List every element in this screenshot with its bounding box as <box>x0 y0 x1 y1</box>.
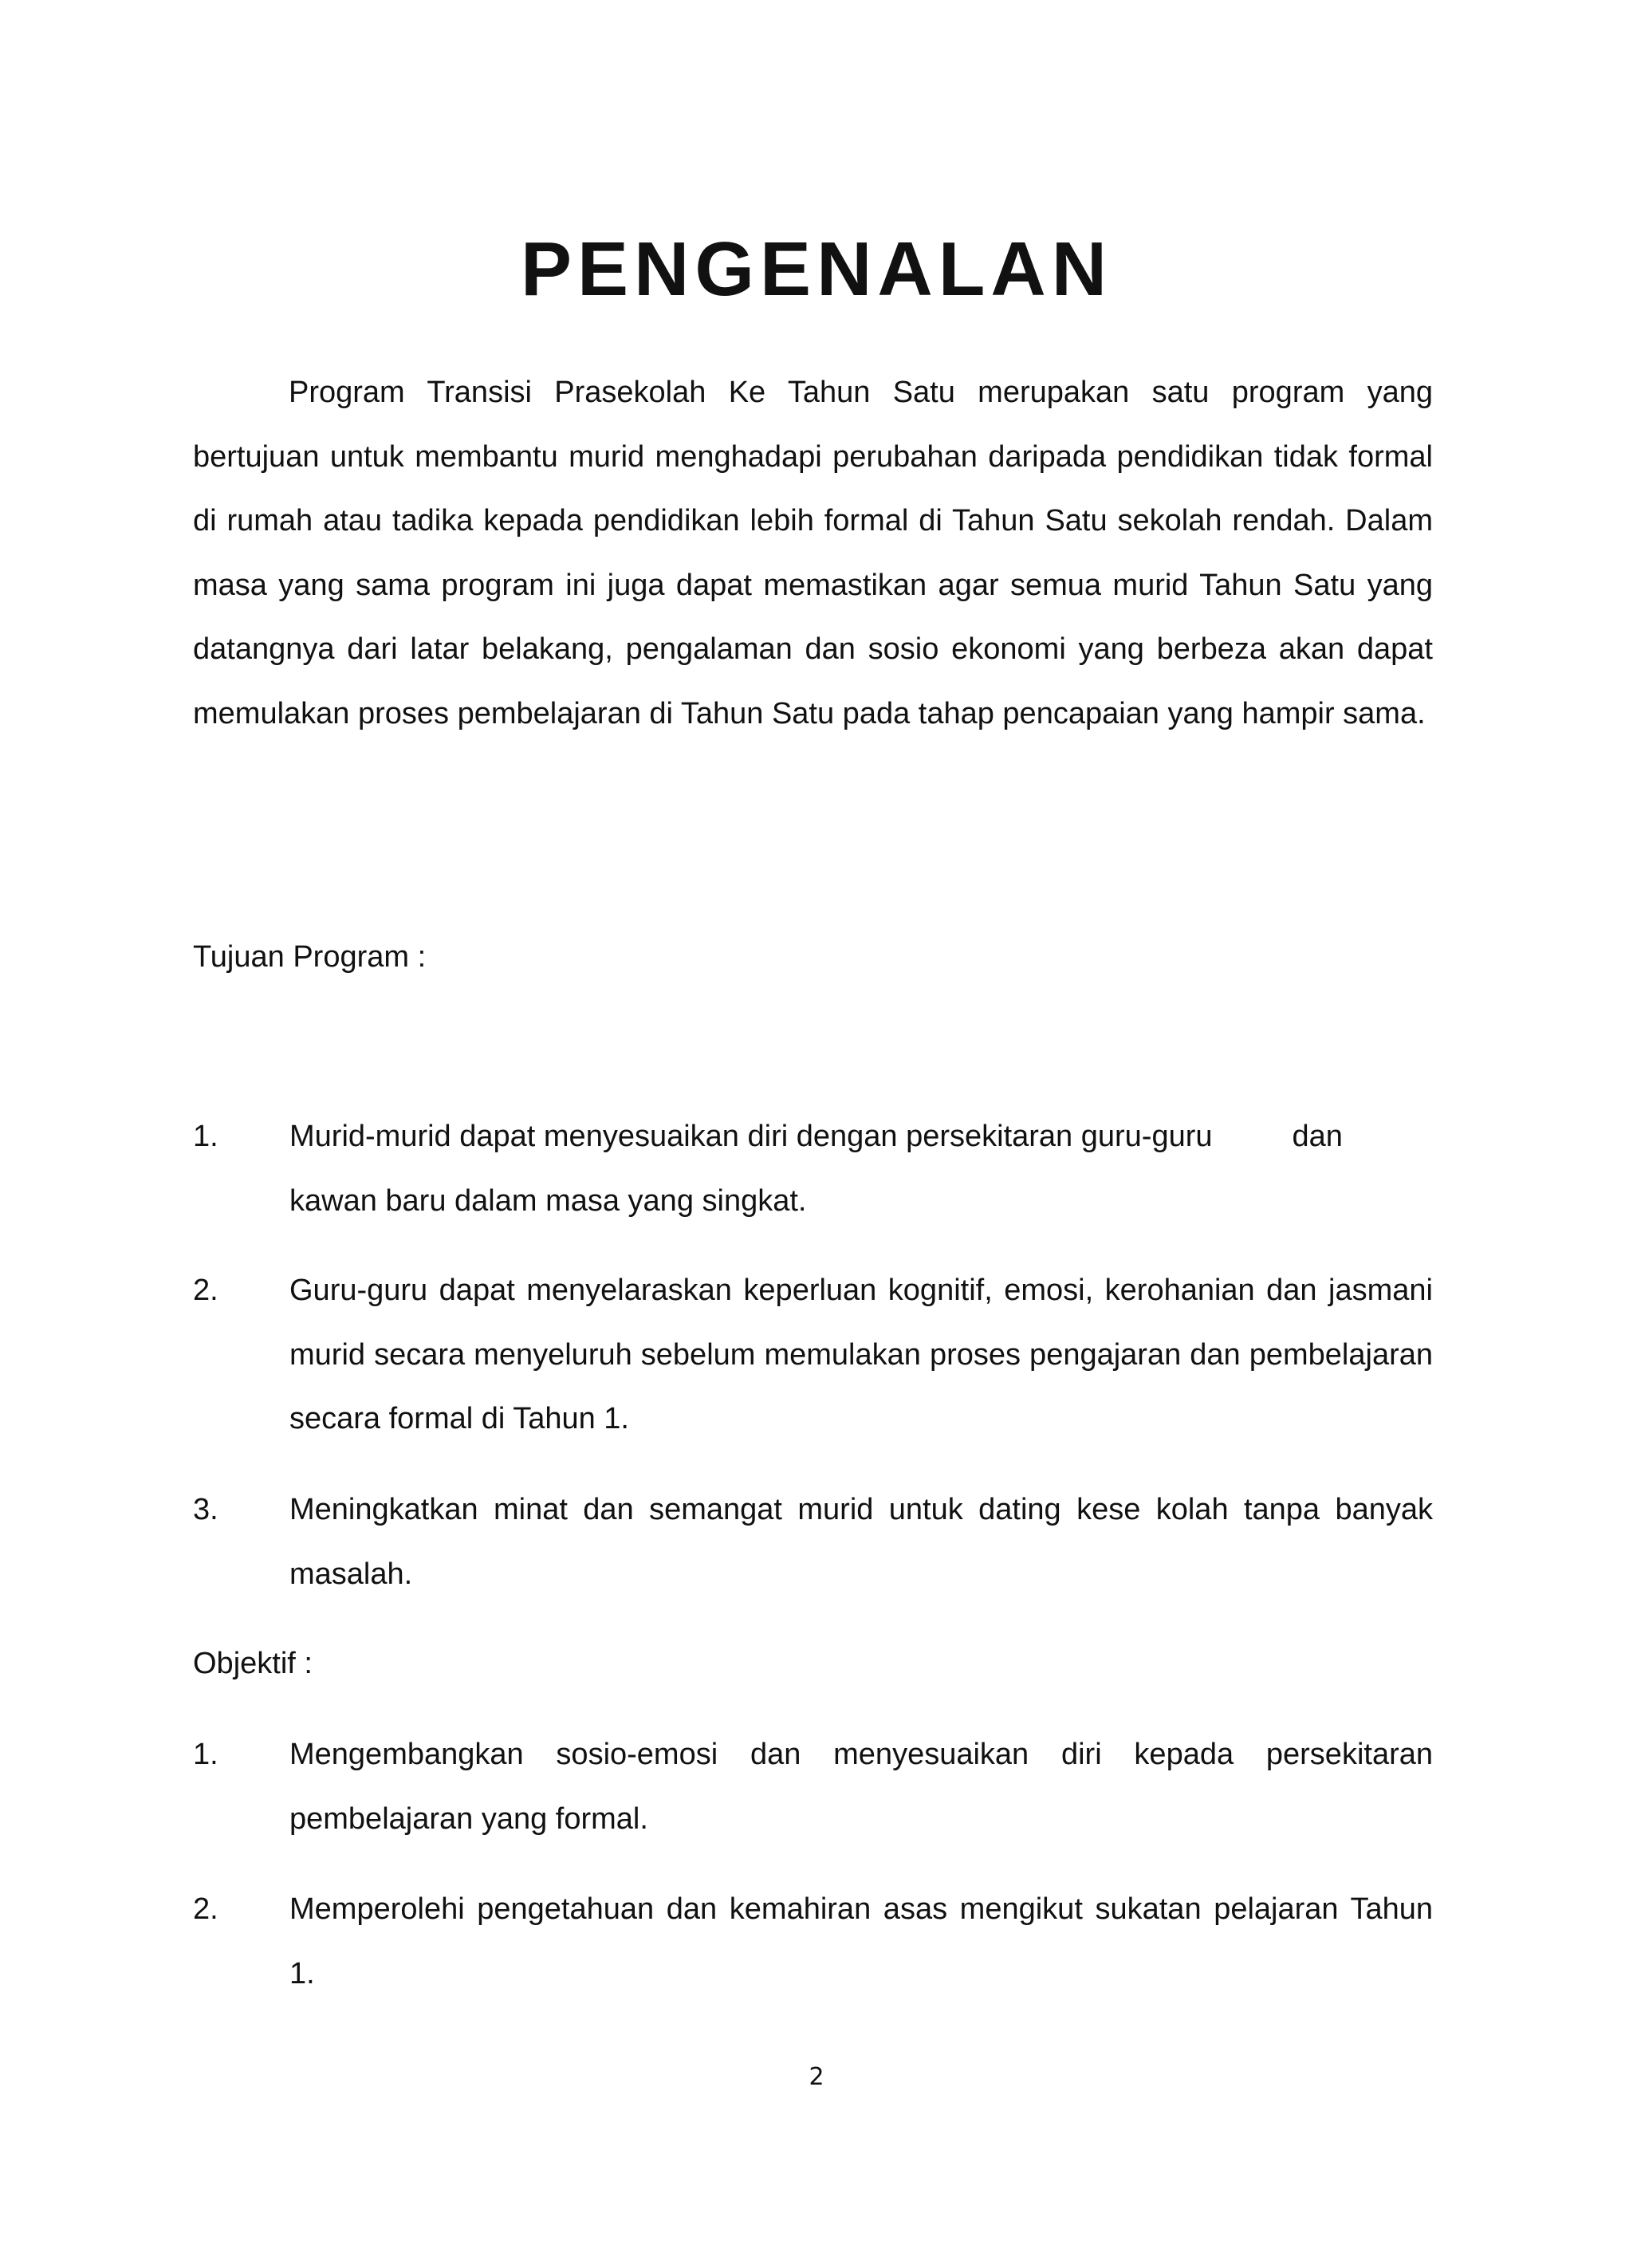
objektif-list-item-2 <box>193 1877 1433 2006</box>
list-item-text: Meningkatkan minat dan semangat murid untuk dating kese kolah tanpa banyak masalah. <box>289 1493 1433 1591</box>
list-item-number: 2. <box>193 1274 218 1307</box>
tujuan-list-item-3 <box>193 1478 1433 1606</box>
list-item-number: 3. <box>193 1493 218 1526</box>
list-item-text: Mengembangkan sosio-emosi dan menyesuaikan diri kepada persekitaran pembelajaran yang formal. <box>289 1738 1433 1836</box>
tujuan-heading: Tujuan Program : <box>193 940 427 974</box>
list-item-text-part: Murid-murid dapat menyesuaikan diri dengan persekitaran guru-guru <box>289 1120 1213 1153</box>
objektif-list-item-1 <box>193 1723 1433 1851</box>
objektif-heading: Objektif : <box>193 1647 313 1680</box>
tujuan-list-item-2 <box>193 1258 1433 1451</box>
list-item-number: 1. <box>193 1738 218 1771</box>
page-title: PENGENALAN <box>520 226 1113 312</box>
list-item-number: 2. <box>193 1892 218 1926</box>
list-item-text <box>289 1104 1433 1233</box>
list-item-text: Memperolehi pengetahuan dan kemahiran asas mengikut sukatan pelajaran Tahun 1. <box>289 1892 1433 1990</box>
list-item-text-part: kawan baru dalam masa yang singkat. <box>289 1183 807 1218</box>
list-item-text: Guru-guru dapat menyelaraskan keperluan kognitif, emosi, kerohanian dan jasmani murid secara menyeluruh sebelum memulakan proses pengajaran dan pembelajaran secara formal di Tahun 1. <box>289 1274 1433 1435</box>
intro-paragraph: Program Transisi Prasekolah Ke Tahun Satu merupakan satu program yang bertujuan untuk membantu murid menghadapi perubahan daripada pendidikan tidak formal di rumah atau tadika kepada pendidikan lebih formal di Tahun Satu sekolah rendah. Dalam masa yang sama program ini juga dapat memastikan agar semua murid Tahun Satu yang datangnya dari latar belakang, pengalaman dan sosio ekonomi yang berbeza akan dapat memulakan proses pembelajaran di Tahun Satu pada tahap pencapaian yang hampir sama. <box>193 376 1433 730</box>
page-number: 2 <box>809 2063 824 2091</box>
list-item-text-part: dan <box>1292 1120 1343 1153</box>
tujuan-list-item-1 <box>193 1104 1433 1233</box>
list-item-number: 1. <box>193 1120 218 1153</box>
